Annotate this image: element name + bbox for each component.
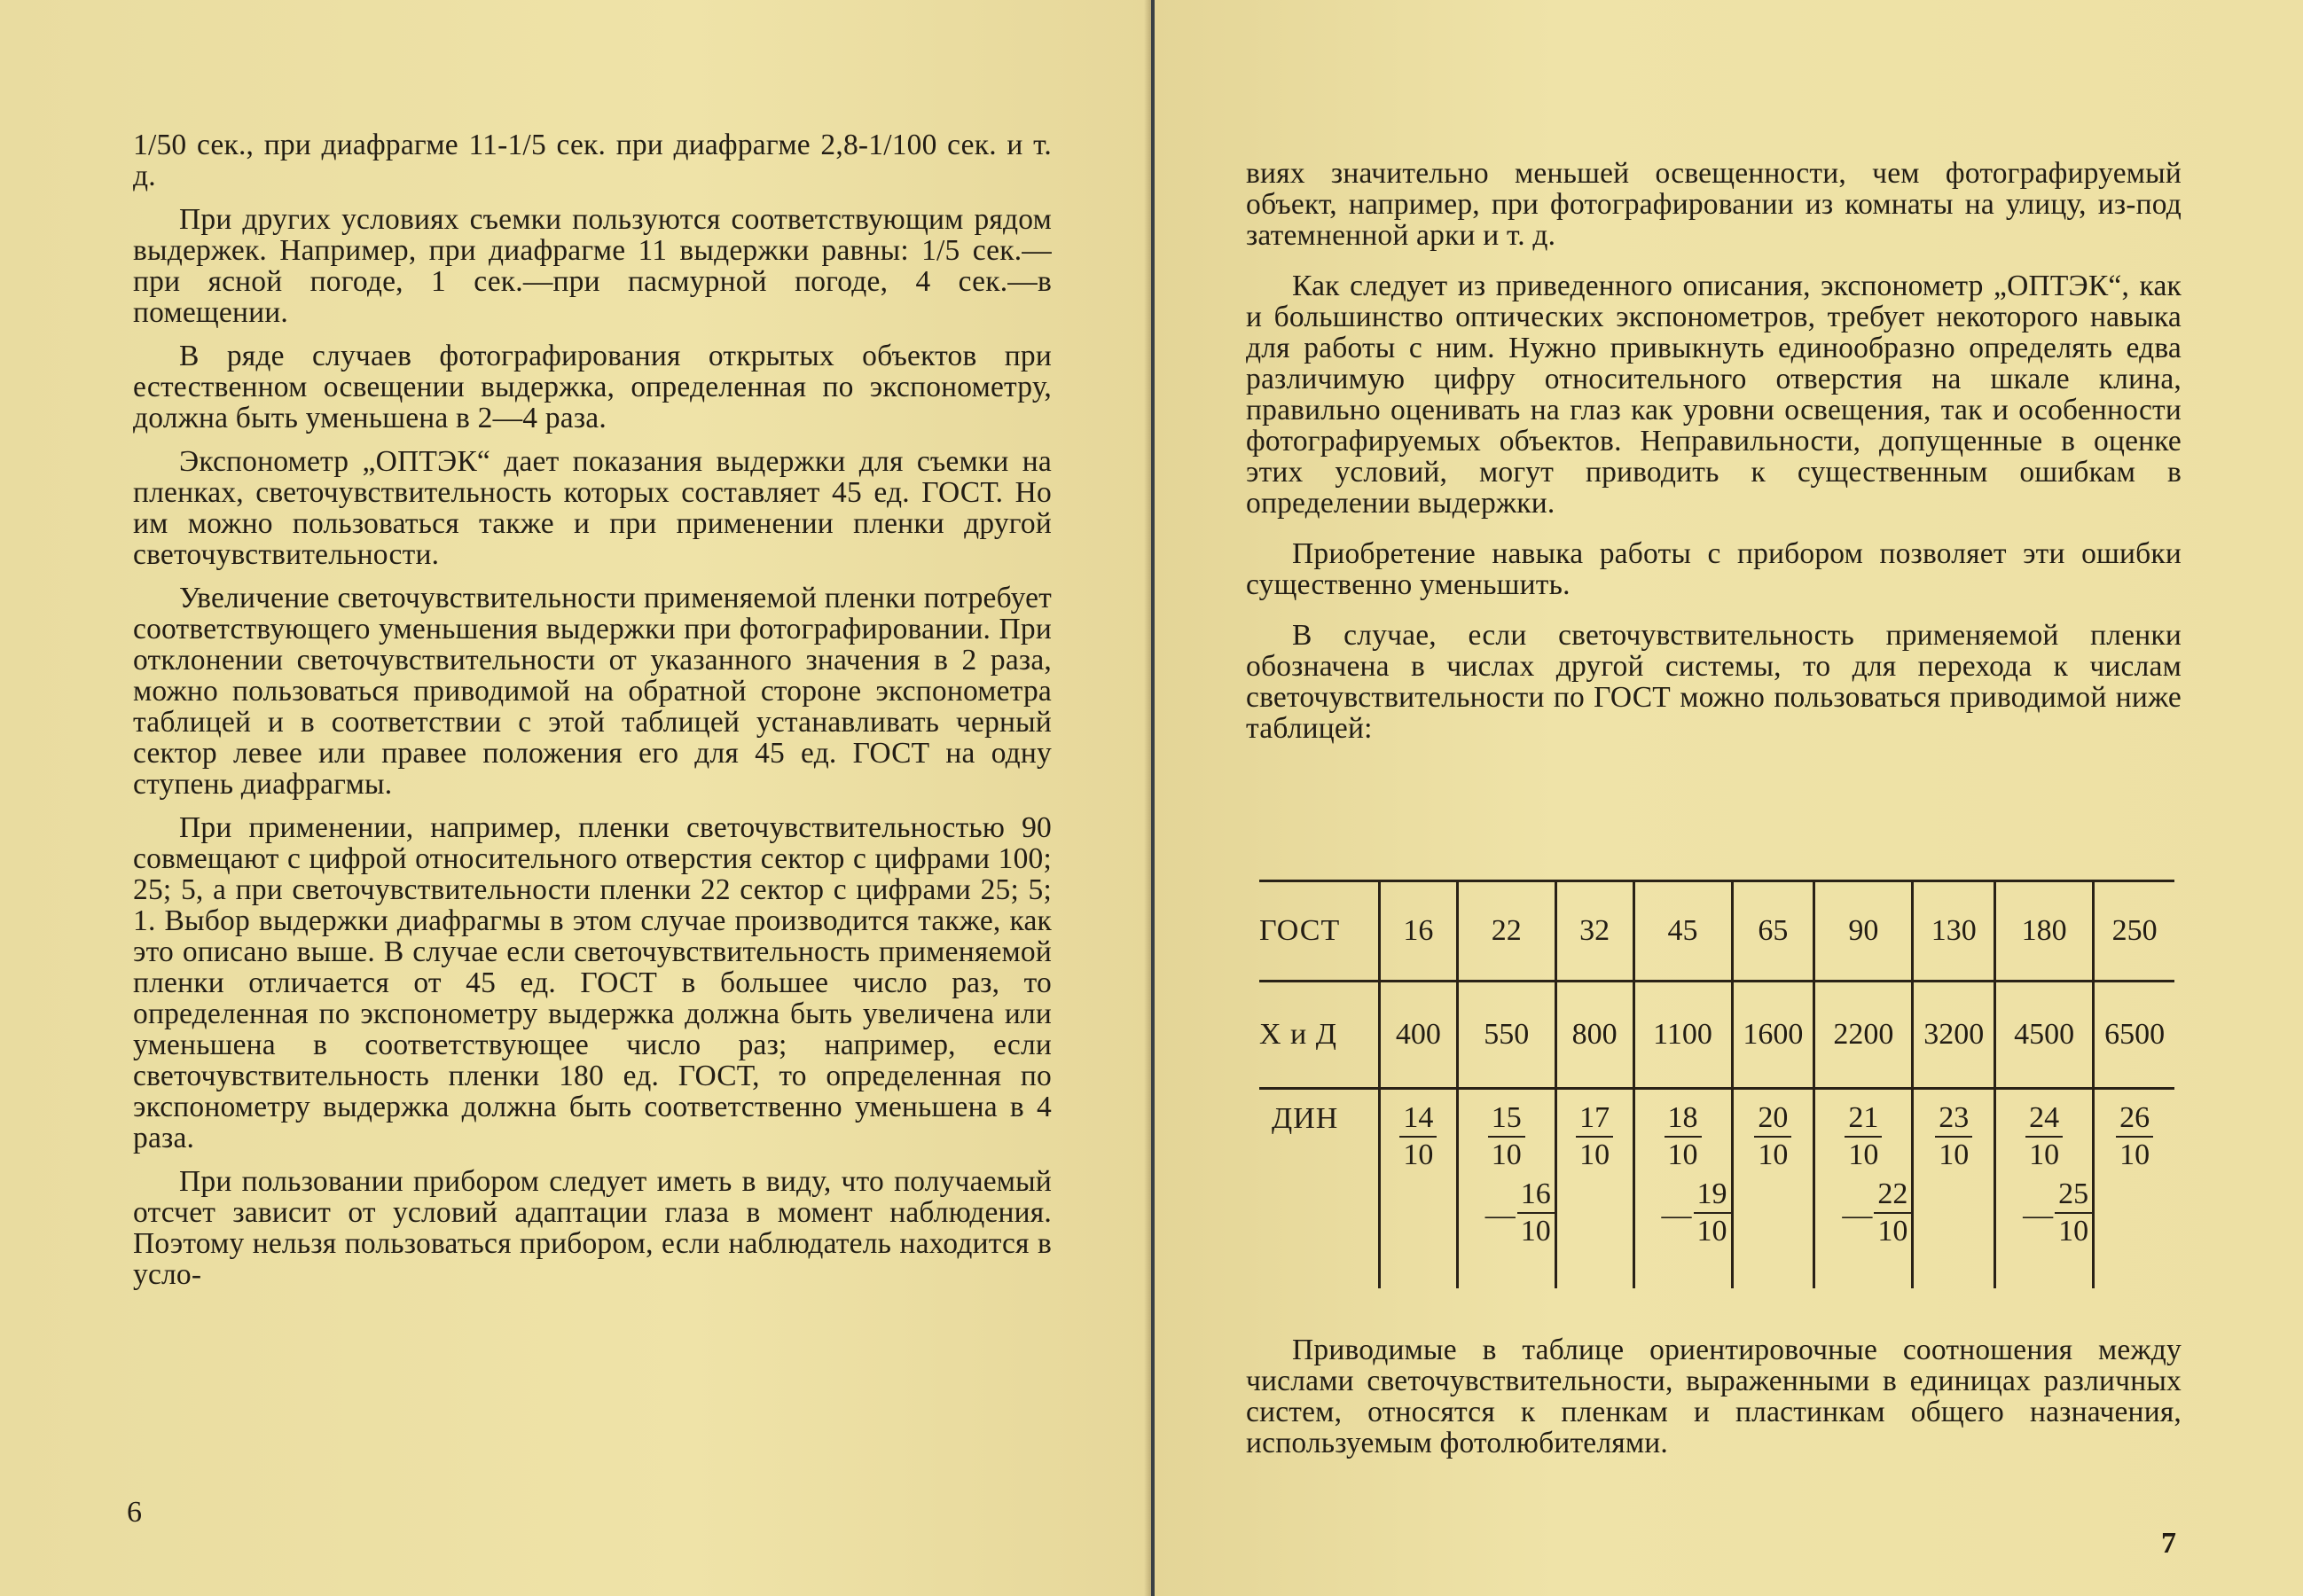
left-page — [0, 0, 1151, 1596]
din-numerator: 20 — [1754, 1102, 1791, 1138]
din-alternate — [1842, 1178, 1911, 1248]
din-numerator: 19 — [1694, 1178, 1731, 1214]
paragraph: виях значительно меньшей освещенности, чем фотографируемый объект, например, при фотографировании из комнаты на улицу, из-под затемненной арки и т. д. — [1246, 157, 2182, 252]
din-fraction — [1935, 1102, 1972, 1171]
din-fraction — [2116, 1102, 2153, 1171]
right-page-text — [1246, 158, 2182, 744]
table-cell: 250 — [2094, 881, 2174, 982]
din-fraction — [1399, 1102, 1437, 1171]
din-numerator: 18 — [1665, 1102, 1702, 1138]
table-cell: 400 — [1379, 982, 1457, 1089]
paragraph: Приобретение навыка работы с прибором позволяет эти ошибки существенно уменьшить. — [1246, 537, 2182, 601]
alt-dash: — — [1842, 1199, 1873, 1232]
alt-dash: — — [1484, 1199, 1516, 1232]
right-page — [1155, 0, 2303, 1596]
din-denominator: 10 — [1403, 1138, 1434, 1171]
paragraph: Экспонометр „ОПТЭК“ дает показания выдержки для съемки на пленках, светочувствительность которых составляет 45 ед. ГОСТ. Но им можно пользоваться также и при применении пленки другой светочувствительности. — [133, 445, 1052, 571]
table-cell: 90 — [1814, 881, 1913, 982]
paragraph: Увеличение светочувствительности применяемой пленки потребует соответствующего уменьшения выдержки при фотографировании. При отклонении светочувствительности от указанного значения в 2 раза, можно пользоваться приводимой на обратной стороне экспонометра таблицей и в соответствии с этой таблицей устанавливать черный сектор левее или правее положения его для 45 ед. ГОСТ на одну ступень диафрагмы. — [133, 582, 1052, 801]
paragraph: При применении, например, пленки светочувствительностью 90 совмещают с цифрой относительного отверстия сектор с цифрами 100; 25; 5, а при светочувствительности пленки 22 сектор с цифрами 25; 5; 1. Выбор выдержки диафрагмы в этом случае производится также, как это описано выше. В случае если светочувствительность применяемой пленки отличается от 45 ед. ГОСТ в большее число раз, то определенная по экспонометру выдержка должна быть увеличена или уменьшена в соответствующее число раз; например, если светочувствительность пленки 180 ед. ГОСТ, то определенная по экспонометру выдержка должна быть соответственно уменьшена в 4 раза. — [133, 811, 1052, 1154]
paragraph: Приводимые в таблице ориентировочные соотношения между числами светочувствительности, выраженными в единицах различных систем, относятся к пленкам и пластинкам общего назначения, используемым фотолюбителями. — [1246, 1334, 2182, 1459]
paragraph: В ряде случаев фотографирования открытых объектов при естественном освещении выдержка, определенная по экспонометру, должна быть уменьшена в 2—4 раза. — [133, 340, 1052, 434]
table-cell: 550 — [1457, 982, 1555, 1089]
din-denominator: 10 — [1848, 1138, 1879, 1171]
din-denominator: 10 — [1579, 1138, 1610, 1171]
din-numerator: 26 — [2116, 1102, 2153, 1138]
table-cell: 130 — [1913, 881, 1995, 982]
table-cell — [1995, 1089, 2094, 1289]
table-cell: 1600 — [1732, 982, 1814, 1089]
table-cell: 4500 — [1995, 982, 2094, 1089]
alt-dash: — — [1661, 1199, 1692, 1232]
din-numerator: 14 — [1399, 1102, 1437, 1138]
table-cell — [1732, 1089, 1814, 1289]
table-cell: 800 — [1555, 982, 1633, 1089]
film-speed-table — [1259, 880, 2174, 1288]
table-cell — [1814, 1089, 1913, 1289]
row-label: Х и Д — [1259, 982, 1379, 1089]
table-cell: 32 — [1555, 881, 1633, 982]
paragraph: 1/50 сек., при диафрагме 11-1/5 сек. при диафрагме 2,8-1/100 сек. и т. д. — [133, 129, 1052, 192]
din-fraction — [1845, 1102, 1882, 1171]
table-cell: 6500 — [2094, 982, 2174, 1089]
din-alternate — [1662, 1178, 1731, 1248]
din-numerator: 15 — [1488, 1102, 1525, 1138]
paragraph: Как следует из приведенного описания, экспонометр „ОПТЭК“, как и большинство оптических экспонометров, требует некоторого навыка для работы с ним. Нужно привыкнуть единообразно определять едва различимую цифру относительного отверстия на шкале клина, правильно оценивать на глаз как уровни освещения, так и особенности фотографируемых объектов. Неправильности, допущенные в оценке этих условий, могут приводить к существенным ошибкам в определении выдержки. — [1246, 270, 2182, 520]
din-fraction — [1665, 1102, 1702, 1171]
left-page-text — [133, 129, 1052, 1290]
table-cell: 3200 — [1913, 982, 1995, 1089]
row-label: ДИН — [1272, 1102, 1339, 1135]
table-cell — [1457, 1089, 1555, 1289]
table-row-hd — [1259, 982, 2174, 1089]
table-cell: 22 — [1457, 881, 1555, 982]
din-denominator: 10 — [2058, 1215, 2089, 1248]
din-alternate — [1485, 1178, 1555, 1248]
alt-dash: — — [2023, 1199, 2054, 1232]
after-table-text — [1246, 1334, 2182, 1459]
din-fraction — [2025, 1102, 2063, 1171]
paragraph: В случае, если светочувствительность применяемой пленки обозначена в числах другой системы, то для перехода к числам светочувствительности по ГОСТ можно пользоваться приводимой ниже таблицей: — [1246, 619, 2182, 745]
din-denominator: 10 — [1939, 1138, 1970, 1171]
din-fraction — [1488, 1102, 1525, 1171]
din-numerator: 21 — [1845, 1102, 1882, 1138]
din-numerator: 25 — [2055, 1178, 2092, 1214]
table-cell: 16 — [1379, 881, 1457, 982]
table-row-gost — [1259, 881, 2174, 982]
din-numerator: 24 — [2025, 1102, 2063, 1138]
din-fraction — [1576, 1102, 1613, 1171]
din-denominator: 10 — [1520, 1215, 1551, 1248]
din-denominator: 10 — [1877, 1215, 1908, 1248]
page-number: 6 — [127, 1496, 142, 1529]
din-numerator: 16 — [1517, 1178, 1555, 1214]
table-cell: 2200 — [1814, 982, 1913, 1089]
din-denominator: 10 — [1667, 1138, 1698, 1171]
paragraph: При других условиях съемки пользуются соответствующим рядом выдержек. Например, при диафрагме 11 выдержки равны: 1/5 сек.—при ясной погоде, 1 сек.—при пасмурной погоде, 4 сек.—в помещении. — [133, 203, 1052, 329]
table-cell: 1100 — [1633, 982, 1732, 1089]
din-denominator: 10 — [2119, 1138, 2150, 1171]
row-label: ГОСТ — [1259, 881, 1379, 982]
table-cell: 65 — [1732, 881, 1814, 982]
paragraph: При пользовании прибором следует иметь в виду, что получаемый отсчет зависит от условий адаптации глаза в момент наблюдения. Поэтому нельзя пользоваться прибором, если наблюдатель находится в усло- — [133, 1165, 1052, 1291]
din-fraction — [1754, 1102, 1791, 1171]
table-cell — [1633, 1089, 1732, 1289]
din-denominator: 10 — [1758, 1138, 1789, 1171]
table-cell — [2094, 1089, 2174, 1289]
din-denominator: 10 — [2029, 1138, 2060, 1171]
table-cell — [1555, 1089, 1633, 1289]
table-cell — [1913, 1089, 1995, 1289]
din-numerator: 22 — [1874, 1178, 1911, 1214]
table-row-din — [1259, 1089, 2174, 1289]
din-numerator: 17 — [1576, 1102, 1613, 1138]
table-cell: 45 — [1633, 881, 1732, 982]
page-number: 7 — [2161, 1527, 2176, 1560]
din-numerator: 23 — [1935, 1102, 1972, 1138]
din-alternate — [2023, 1178, 2092, 1248]
table-cell: 180 — [1995, 881, 2094, 982]
din-denominator: 10 — [1696, 1215, 1727, 1248]
din-denominator: 10 — [1491, 1138, 1522, 1171]
table-cell — [1379, 1089, 1457, 1289]
